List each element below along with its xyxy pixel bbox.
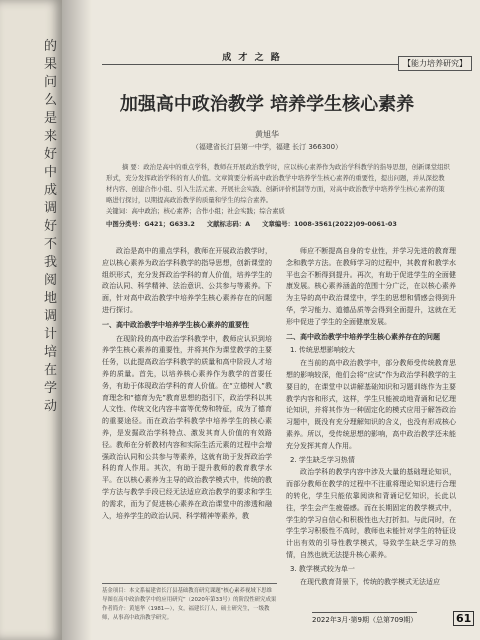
prev-page-char: 好 <box>44 219 58 234</box>
article-title: 加强高中政治教学 培养学生核心素养 <box>119 94 415 115</box>
prev-page-char: 动 <box>44 399 58 414</box>
prev-page-char: 的 <box>44 39 58 54</box>
prev-page-char: 问 <box>44 75 58 90</box>
prev-page-char: 来 <box>44 129 58 144</box>
keywords: 关键词：高中政治；核心素养；合作小组；社会实践；综合素质 <box>106 207 285 215</box>
issue-info: 2022年3月·第9期（总第709期） <box>312 612 417 625</box>
paragraph: 师应不断提高自身的专业性，并学习先进的教育理念和教学方法。在教师学习的过程中，其教育和教学水平也会不断得到提升。再次，有助于促进学生的全面健康发展。核心素养涵盖的范围十分广泛，在以核心素养为主导的高中政治课堂中，学生的思想和情感会得到升华，学习能力、道德品质等会得到全面提升，这就在无形中促进了学生的全面健康发展。 <box>286 247 456 326</box>
abstract: 摘 要：政治是高中的重点学科，教师在开展政治教学时，应以核心素养作为政治学科教学的指导思想，创新课堂组织形式，充分发挥政治学科的育人价值。文章简要分析高中政治教学中培养学生核心素养的重要性，提出问题，并从深挖教材内容、创建合作小组、引入生活元素、开展社会实践、创新评价机制等方面，对高中政治教学中培养学生核心素养的策略进行探讨，以期提高政治教学的质量和学生的综合素养。 <box>106 163 450 204</box>
subsection-heading: 1. 传统思想影响较大 <box>290 346 355 355</box>
paragraph: 政治学科的教学内容中涉及大量的基础理论知识，而部分教师在教学的过程中不注重将理论知识进行合理的转化，学生只能依靠阅读和背诵记忆知识，长此以往，学生会产生疲倦感。而在长期固定的教学模式中，学生的学习自信心和积极性也大打折扣。与此同时，在学生学习积极性不高时，教师也未能针对学生的特征设计出有效的引导性教学模式，导致学生缺乏学习的热情，自然也就无法提升核心素养。 <box>286 468 456 559</box>
author-affiliation: （福建省长汀县第一中学，福建 长汀 366300） <box>191 143 343 151</box>
subsection-heading: 2. 学生缺乏学习热情 <box>290 455 355 464</box>
paragraph: 政治是高中的重点学科，教师在开展政治教学时，应以核心素养为政治学科教学的指导思想，创新课堂的组织形式，充分发挥政治学科的育人价值，培养学生的政治认同、科学精神、法治意识、公共参与等素养。下面，针对高中政治教学中培养学生核心素养存在的问题进行探讨。 <box>102 247 272 314</box>
prev-page-char: 好 <box>44 147 58 162</box>
prev-page-char: 计 <box>44 327 58 342</box>
page-number: 61 <box>453 611 474 626</box>
prev-page-char: 果 <box>44 57 58 72</box>
footnote-fund: 基金项目：本文系福建省长汀县基础教育研究课题“核心素养视域下思维导图在高中政治教学中的应用研究”（2020年第33号）的阶段性研究成果 <box>102 588 277 603</box>
paragraph: 在当前的高中政治教学中，部分教师受传统教育思想的影响较深，他们会将“应试”作为政治学科教学的主要目的，在课堂中以讲解基础知识和习题训练作为主要教学内容和形式，这样，学生只能被动地背诵和记忆理论知识，并将其作为一种固定化的模式应用于解答政治习题中，既没有充分理解知识的含义，也没有形成核心素养。所以，受传统思想的影响，高中政治教学还未能充分发挥其育人作用。 <box>286 359 456 450</box>
paragraph: 在现阶段的高中政治学科教学中，教师应认识到培养学生核心素养的重要性，并将其作为课堂教学的主要任务，以此提高政治学科教学的质量和高中阶段人才培养的质量。首先，以培养核心素养作为教学的首要任务，有助于体现政治学科的育人价值。在“立德树人”教育理念和“德育为先”教育思想的指引下，政治学科以其人文性、传统文化内容丰富等优势和特征，成为了德育的重要途径。而在政治学科教学中培养学生的核心素养，是发掘政治学科特点、激发其育人价值的有效路径。教师在分析教材内容和实际生活元素的过程中会增强政治认同和公共参与等素养，这就有助于发挥政治学科的育人作用。其次，有助于提升教师的教育教学水平。在以核心素养为主导的政治教学模式中，传统的教学方法与教学手段已经无法适应政治教学的要求和学生的需求，而为了促进核心素养在政治课堂中的渗透和融入，培养学生的政治认同、科学精神等素养，教 <box>102 334 272 520</box>
prev-page-char: 阅 <box>44 273 58 288</box>
prev-page-char: 调 <box>44 309 58 324</box>
prev-page-char: 么 <box>44 93 58 108</box>
prev-page-char: 我 <box>44 255 58 270</box>
body-column-right <box>286 246 456 588</box>
subsection-heading: 3. 教学模式较为单一 <box>290 564 355 573</box>
column-tag: 【能力培养研究】 <box>398 56 472 71</box>
footnote <box>102 583 277 623</box>
document-code: 文献标志码：A <box>206 220 251 228</box>
clc-number: 中图分类号：G421；G633.2 <box>106 220 195 228</box>
prev-page-char: 不 <box>44 237 58 252</box>
previous-page-edge <box>0 0 62 640</box>
running-header-title: 成 才 之 路 <box>222 53 282 63</box>
article-number: 文章编号：1008-3561(2022)09-0061-03 <box>262 220 397 228</box>
section-heading: 一、高中政治教学中培养学生核心素养的重要性 <box>102 320 249 329</box>
body-column-left <box>102 246 272 522</box>
prev-page-char: 学 <box>44 381 58 396</box>
prev-page-char: 地 <box>44 291 58 306</box>
classification-line <box>106 219 450 228</box>
prev-page-char: 培 <box>44 345 58 360</box>
prev-page-char: 中 <box>44 165 58 180</box>
footnote-author-bio: 作者简介：黄旭华（1981—），女，福建长汀人，硕士研究生，一级教师，从事高中政治教学研究。 <box>102 606 270 621</box>
prev-page-char: 在 <box>44 363 58 378</box>
author-name: 黄旭华 <box>255 130 279 139</box>
journal-page <box>62 0 480 640</box>
prev-page-char: 成 <box>44 183 58 198</box>
prev-page-char: 调 <box>44 201 58 216</box>
prev-page-char: 是 <box>44 111 58 126</box>
paragraph: 在现代教育背景下，传统的教学模式无法适应 <box>300 577 440 586</box>
section-heading: 二、高中政治教学中培养学生核心素养存在的问题 <box>286 332 440 341</box>
